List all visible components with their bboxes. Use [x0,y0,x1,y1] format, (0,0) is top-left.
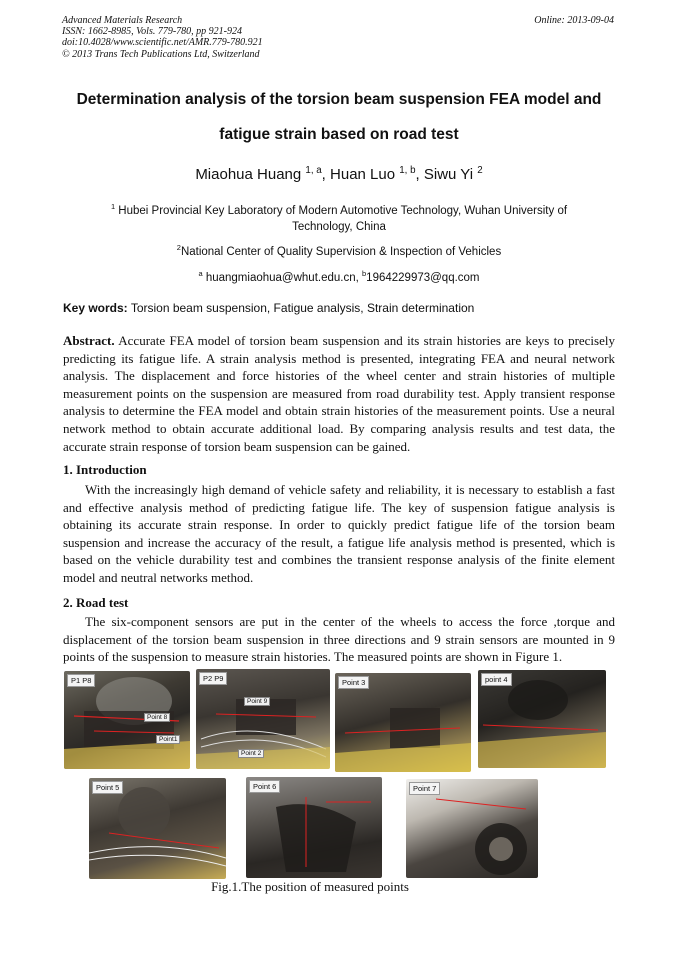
email-sup: b [362,269,367,279]
keywords [63,301,474,315]
point-tag: Point 9 [244,697,270,706]
affiliation-sup: 2 [176,243,181,253]
section-heading-introduction: 1. Introduction [63,462,147,477]
point-tag: Point 2 [238,749,264,758]
point-tag: Point1 [156,735,180,744]
doi-line: doi:10.4028/www.scientific.net/AMR.779-780.921 [62,37,263,49]
figure-photo-point-7 [406,779,538,878]
keywords-label: Key words: [63,301,128,315]
author-sup: 2 [477,165,483,176]
online-date: Online: 2013-09-04 [534,15,614,26]
author-separator: , [415,166,424,183]
author-sup: 1, a [305,165,322,176]
journal-header [62,15,263,60]
abstract-text: Accurate FEA model of torsion beam suspension and its strain histories are keys to precisely predicting its fatigue life. A strain analysis method is presented, integrating FEA and neural network analysis. The displacement and force histories of the wheel center and strain histories of multiple measurement points on the suspension are measured from road durability test. Apply transient response analysis to determine the FEA model and obtain strain histories of the measurement points. Use a neural network method to obtain accurate additional load. By comparing analysis results and test data, the accurate strain response of torsion beam suspension can be gained. [63,333,615,454]
photo-label: Point 3 [338,676,369,689]
paper-title-line-1: Determination analysis of the torsion beam suspension FEA model and [76,91,602,108]
issn-line: ISSN: 1662-8985, Vols. 779-780, pp 921-924 [62,26,242,38]
section-heading-road-test: 2. Road test [63,595,129,610]
keywords-text: Torsion beam suspension, Fatigue analysis, Strain determination [130,301,475,315]
author-sup: 1, b [399,165,416,176]
email-sup: a [198,269,203,279]
email-address: 1964229973@qq.com [366,272,480,284]
photo-label: Point 6 [249,780,280,793]
photo-label: P2 P9 [199,672,227,685]
introduction-paragraph: With the increasingly high demand of vehicle safety and reliability, it is necessary to establish a fast and effective analysis method of predicting fatigue life. The key of suspension fatigue analysis is obtaining its accurate strain response. In order to quickly predict fatigue life of the torsion beam suspension and increase the accuracy of the result, a fatigue life analysis method is presented, which is based on the vehicle durability test and combines the transient response analysis of the finite element model and neutral networks method. [63,482,615,585]
affiliation-sup: 1 [110,202,116,212]
affiliation-text: National Center of Quality Supervision & Inspection of Vehicles [180,246,502,258]
author-list [0,166,678,183]
affiliation-2 [80,244,598,260]
journal-name: Advanced Materials Research [62,15,183,26]
figure-photo-p1-p8 [64,671,190,769]
paper-title-line-2: fatigue strain based on road test [219,126,459,143]
email-address: huangmiaohua@whut.edu.cn, [205,272,359,284]
affiliation-text: Hubei Provincial Key Laboratory of Modern Automotive Technology, Wuhan University of Technology, China [118,205,568,233]
photo-label: Point 7 [409,782,440,795]
photo-label: Point 5 [92,781,123,794]
author-separator: , [321,166,331,183]
photo-label: point 4 [481,673,512,686]
photo-label: P1 P8 [67,674,95,687]
abstract-label: Abstract. [63,333,115,348]
figure-photo-point-5 [89,778,226,879]
figure-photo-point-4 [478,670,606,768]
affiliation-1 [80,203,598,235]
author-name: Huan Luo [330,166,396,183]
figure-photo-p2-p9 [196,669,330,769]
figure-caption: Fig.1.The position of measured points [211,879,409,894]
figure-photo-point-3 [335,673,471,772]
road-test-paragraph: The six-component sensors are put in the center of the wheels to access the force ,torque and displacement of the torsion beam suspension in three directions and 9 strain sensors are mounted in 9 points of the suspension to measure strain histories. The measured points are shown in Figure 1. [63,614,615,665]
email-line [80,270,598,286]
author-name: Siwu Yi [423,166,474,183]
figure-photo-point-6 [246,777,382,878]
point-tag: Point 8 [144,713,170,722]
abstract [63,332,615,455]
author-name: Miaohua Huang [195,166,302,183]
copyright-line: © 2013 Trans Tech Publications Ltd, Switzerland [62,48,260,60]
